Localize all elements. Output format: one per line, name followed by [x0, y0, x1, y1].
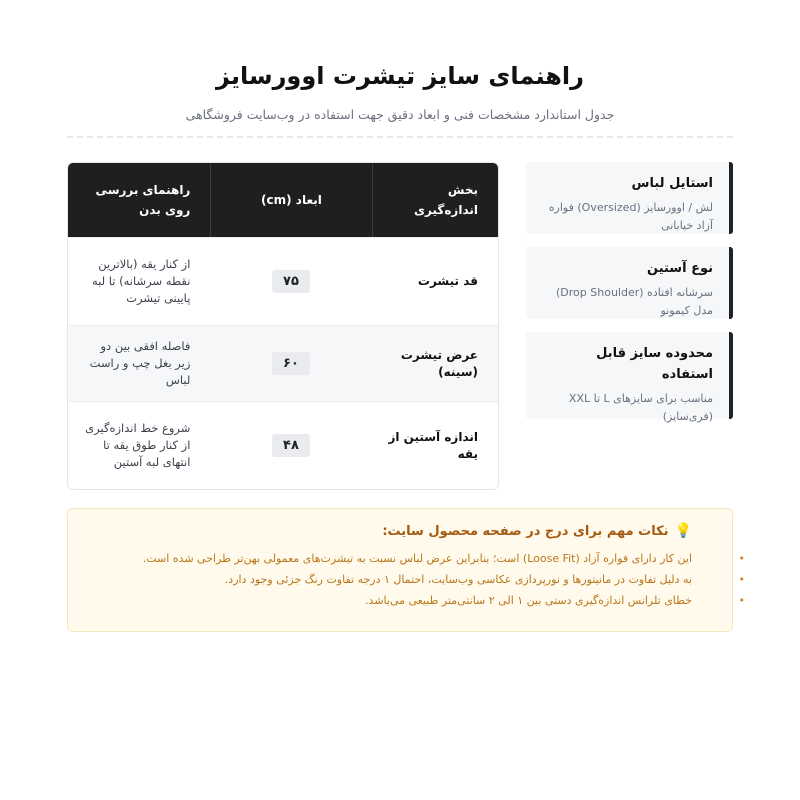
spec-card-sleeve: [526, 247, 733, 319]
page-title: راهنمای سایز تیشرت اوورسایز: [216, 62, 584, 90]
value-badge: ۶۰: [272, 352, 310, 375]
size-table: [67, 162, 499, 490]
row-part: عرض تیشرت (سینه): [400, 347, 478, 379]
spec-card-desc: مناسب برای سایزهای L تا XXL (فری‌سایز): [568, 392, 713, 423]
notes-list: [90, 550, 692, 610]
spec-card-title: نوع آستین: [647, 261, 713, 276]
row-guide: فاصله افقی بین دو زیر بغل چپ و راست لباس: [89, 339, 191, 387]
value-badge: ۷۵: [272, 270, 310, 293]
note-item: • این کار دارای فواره آزاد (Loose Fit) است؛ بنابراین عرض لباس نسبت به تیشرت‌های معمولی بهن‌تر طراحی شده است.: [90, 550, 692, 568]
spec-card-title: استایل لباس: [631, 176, 713, 191]
header-guide: راهنمای بررسی روی بدن: [95, 183, 191, 217]
row-part: اندازه آستین از یقه: [388, 429, 478, 461]
table-row: [68, 237, 498, 325]
header-dimension: ابعاد (cm): [210, 163, 371, 237]
notes-title: نکات مهم برای درج در صفحه محصول سایت:: [382, 523, 669, 539]
row-dimension: [210, 402, 371, 489]
note-item: • به دلیل تفاوت در مانیتورها و نورپردازی عکاسی وب‌سایت، احتمال ۱ درجه تفاوت رنگ جزئی وجود دارد.: [90, 571, 692, 589]
page-header: [0, 0, 800, 138]
spec-card-size-range: [526, 332, 733, 423]
page-subtitle: جدول استاندارد مشخصات فنی و ابعاد دقیق جهت استفاده در وب‌سایت فروشگاهی: [185, 107, 615, 122]
spec-cards: [526, 162, 733, 432]
notes-heading: [90, 523, 692, 539]
dashed-divider: [67, 136, 733, 138]
table-row: [68, 325, 498, 401]
row-dimension: [210, 238, 371, 325]
row-guide: شروع خط اندازه‌گیری از کنار طوق یقه تا انتهای لبه آستین: [85, 421, 191, 469]
main-content: [0, 162, 800, 512]
value-badge: ۴۸: [272, 434, 310, 457]
spec-card-desc: سرشانه افتاده (Drop Shoulder) مدل کیمونو: [556, 286, 713, 317]
note-item: • خطای تلرانس اندازه‌گیری دستی بین ۱ الی ۲ سانتی‌متر طبیعی می‌باشد.: [90, 592, 692, 610]
spec-card-desc: لش / اوورسایز (Oversized) فواره آزاد خیابانی: [548, 201, 713, 232]
spec-card-style: [526, 162, 733, 234]
row-part: قد تیشرت: [417, 274, 478, 288]
lightbulb-icon: 💡: [674, 523, 692, 539]
table-header: [68, 163, 498, 237]
row-guide: از کنار یقه (بالاترین نقطه سرشانه) تا لبه پایینی تیشرت: [92, 257, 191, 305]
row-dimension: [210, 326, 371, 401]
spec-card-title: محدوده سایز قابل استفاده: [596, 346, 713, 382]
header-part: بخش اندازه‌گیری: [372, 163, 499, 237]
table-row: [68, 401, 498, 489]
notes-box: [67, 508, 733, 632]
